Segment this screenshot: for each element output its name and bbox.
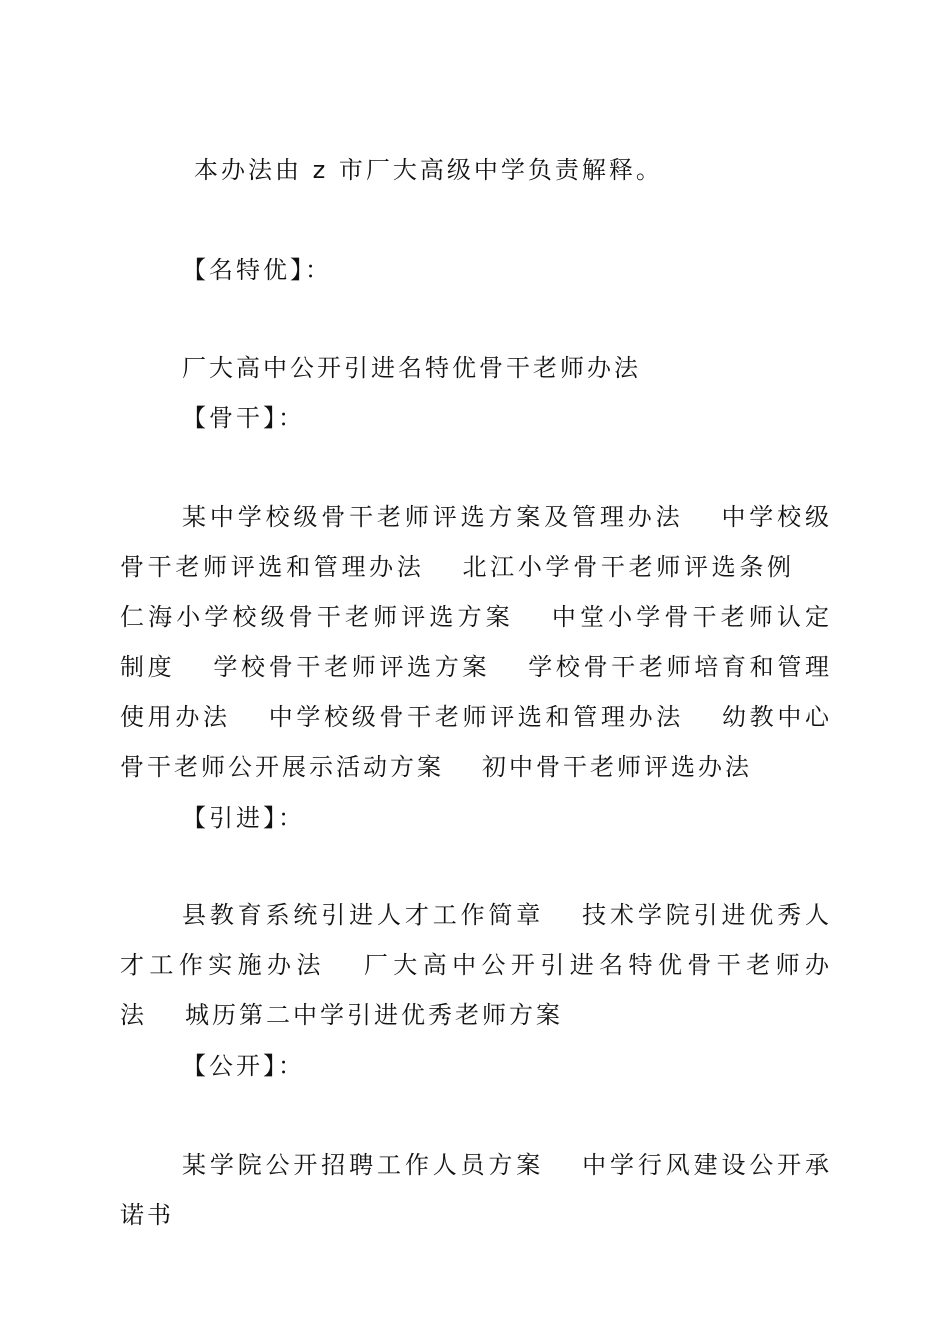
- gugan-related-list: [120, 492, 832, 792]
- related-link[interactable]: 中学校级骨干老师评选和管理办法: [268, 703, 684, 731]
- related-link[interactable]: 城历第二中学引进优秀老师方案: [185, 1001, 563, 1029]
- related-link[interactable]: 幼教中心骨干老师公开展示活动方案: [120, 703, 833, 781]
- yinjin-related-list: [120, 890, 832, 1040]
- section-heading-gongkai: 【公开】：: [182, 1052, 305, 1080]
- related-link[interactable]: 技术学院引进优秀人才工作实施办法: [120, 901, 833, 979]
- related-link[interactable]: 厂大高中公开引进名特优骨干老师办法: [120, 951, 833, 1029]
- related-link[interactable]: 仁海小学校级骨干老师评选方案: [120, 603, 514, 631]
- related-link[interactable]: 中堂小学骨干老师认定制度: [120, 603, 833, 681]
- related-link[interactable]: 某学院公开招聘工作人员方案: [182, 1151, 545, 1179]
- section-heading-mingteyou: 【名特优】：: [182, 256, 332, 284]
- related-link[interactable]: 中学校级骨干老师评选和管理办法: [120, 503, 833, 581]
- section-heading-yinjin: 【引进】：: [182, 804, 305, 832]
- statement-text: 本办法由 z 市厂大高级中学负责解释。: [194, 156, 663, 184]
- related-link[interactable]: 中学行风建设公开承诺书: [120, 1151, 833, 1229]
- related-link[interactable]: 初中骨干老师评选办法: [482, 753, 752, 781]
- related-link[interactable]: 学校骨干老师培育和管理使用办法: [120, 653, 833, 731]
- section-heading-gugan: 【骨干】：: [182, 404, 305, 432]
- related-link[interactable]: 学校骨干老师评选方案: [213, 653, 491, 681]
- related-link[interactable]: 县教育系统引进人才工作简章: [182, 901, 545, 929]
- related-link[interactable]: 北江小学骨干老师评选条例: [462, 553, 794, 581]
- related-link[interactable]: 某中学校级骨干老师评选方案及管理办法: [182, 503, 684, 531]
- link-mingteyou-item[interactable]: 厂大高中公开引进名特优骨干老师办法: [182, 354, 641, 382]
- gongkai-related-list: [120, 1140, 832, 1240]
